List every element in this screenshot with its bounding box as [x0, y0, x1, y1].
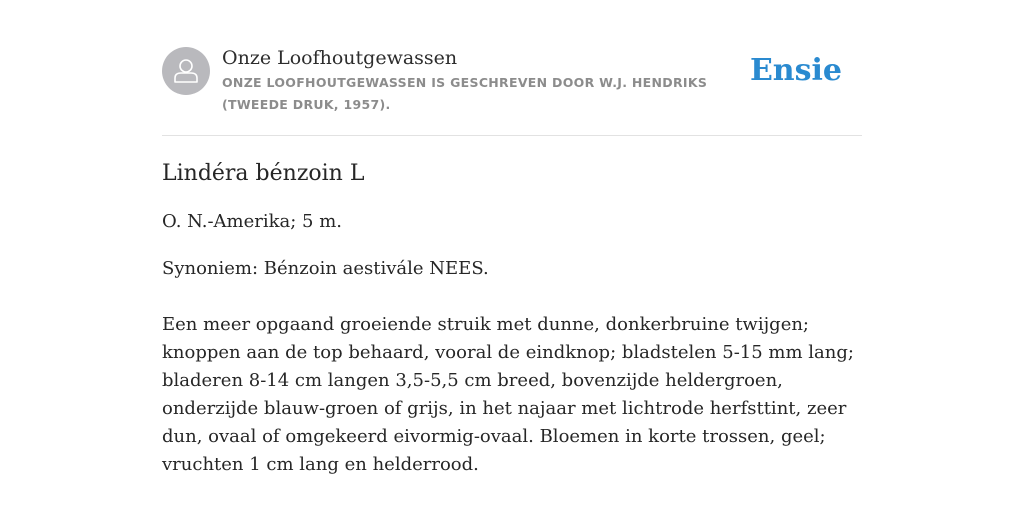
entry-synonym: Synoniem: Bénzoin aestivále NEES. — [162, 258, 489, 279]
user-icon — [162, 47, 210, 95]
entry-content — [162, 156, 862, 479]
source-description: ONZE LOOFHOUTGEWASSEN IS GESCHREVEN DOOR W.J. HENDRIKS (TWEEDE DRUK, 1957). — [222, 75, 708, 112]
entry-origin: O. N.-Amerika; 5 m. — [162, 211, 343, 232]
avatar[interactable] — [162, 47, 210, 95]
source-header — [162, 46, 862, 136]
entry-title: Lindéra bénzoin L — [162, 161, 365, 186]
entry-description: Een meer opgaand groeiende struik met dunne, donkerbruine twijgen; knoppen aan de top behaard, vooral de eindknop; bladstelen 5-15 mm lang; bladeren 8-14 cm langen 3,5-5,5 cm breed, bovenzijde heldergroen, onderzijde blauw-groen of grijs, in het najaar met lichtrode herfsttint, zeer dun, ovaal of omgekeerd eivormig-ovaal. Bloemen in korte trossen, geel; vruchten 1 cm lang en helderrood. — [162, 314, 854, 475]
source-title[interactable]: Onze Loofhoutgewassen — [222, 47, 458, 69]
ensie-logo[interactable]: Ensie — [749, 53, 842, 88]
